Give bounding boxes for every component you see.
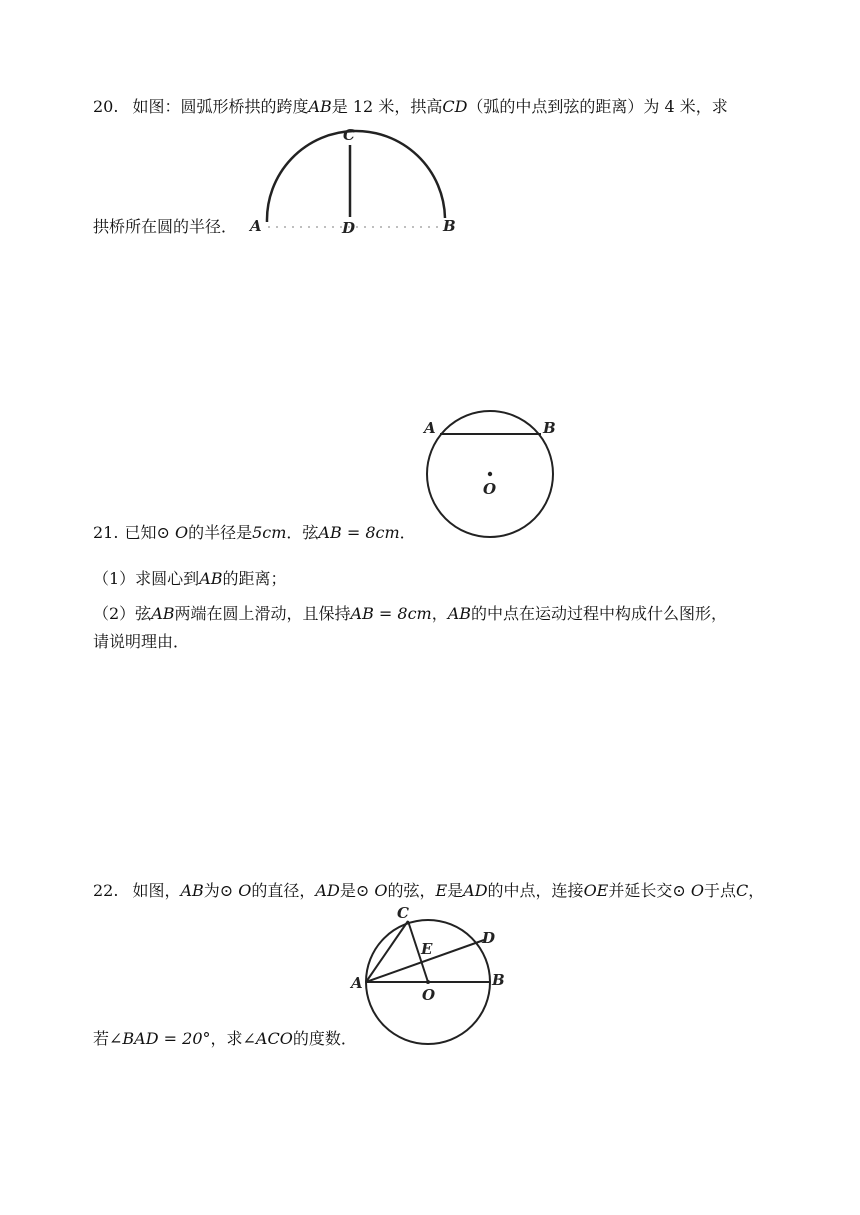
q22-text: 的直径，	[251, 881, 316, 900]
q22-number: 22.	[93, 881, 119, 900]
q22-text: 并延长交	[608, 881, 673, 900]
q20-arc	[267, 131, 445, 222]
q21-part2	[93, 603, 727, 625]
q22-math: ∠BAD = 20°	[109, 1029, 211, 1048]
q22-math: OE	[583, 881, 609, 900]
q22-math: ⊙ O	[355, 881, 388, 900]
q22-math: E	[435, 881, 448, 900]
q22-text: 的中点，连接	[487, 881, 584, 900]
q22-label-c: C	[397, 904, 409, 922]
q22-text: 若	[93, 1029, 110, 1048]
q21-part2-line2: 请说明理由．	[93, 632, 190, 651]
q21-text: ．弦	[286, 523, 319, 542]
q22-math: AD	[315, 881, 340, 900]
q22-text: 如图，	[132, 881, 181, 900]
q20-text: 是 12 米，拱高	[331, 97, 443, 116]
q22-text: 是	[447, 881, 464, 900]
q22-text: 为	[203, 881, 220, 900]
q21-label-b: B	[543, 419, 556, 437]
q20-label-c: C	[343, 126, 355, 144]
q20-arch-figure	[240, 125, 470, 240]
q21-part1	[93, 568, 287, 590]
q21-text: 已知	[124, 523, 157, 542]
q21-text: （2）弦	[93, 604, 152, 623]
q20-label-d: D	[342, 219, 356, 237]
q20-line1	[93, 96, 728, 118]
q20-math-cd: CD	[442, 97, 468, 116]
q22-line1	[93, 880, 764, 902]
q20-label-a: A	[250, 217, 262, 235]
q21-math: AB = 8cm	[318, 523, 400, 542]
q20-text: 如图：圆弧形桥拱的跨度	[132, 97, 309, 116]
q22-text: 于点	[703, 881, 736, 900]
q22-math: ∠ACO	[242, 1029, 293, 1048]
q20-number: 20.	[93, 97, 119, 116]
q21-center-point	[488, 472, 492, 476]
q22-text: 是	[339, 881, 356, 900]
q22-text: 的弦，	[387, 881, 436, 900]
q21-label-o: O	[483, 480, 497, 498]
q22-math: ⊙ O	[672, 881, 704, 900]
q21-math: 5cm	[252, 523, 287, 542]
q21-circle-figure	[420, 408, 565, 543]
q21-stem	[93, 522, 416, 544]
q22-center-point	[426, 980, 430, 984]
q22-math: AB	[180, 881, 204, 900]
q22-line2	[93, 1028, 357, 1050]
q21-math: AB = 8cm	[350, 604, 432, 623]
q21-text: 两端在圆上滑动，且保持	[174, 604, 351, 623]
q22-math: AD	[463, 881, 488, 900]
q20-label-b: B	[443, 217, 456, 235]
q22-math: ⊙ O	[219, 881, 252, 900]
q22-segment-ac	[366, 921, 408, 982]
q22-math: C	[736, 881, 749, 900]
q20-line2: 拱桥所在圆的半径．	[93, 217, 238, 236]
q21-text: 的半径是	[188, 523, 253, 542]
q22-label-d: D	[482, 929, 496, 947]
q22-text: ，	[748, 881, 765, 900]
q22-text: 的度数．	[292, 1029, 357, 1048]
q20-math-ab: AB	[308, 97, 332, 116]
q21-math: AB	[151, 604, 175, 623]
q21-label-a: A	[424, 419, 436, 437]
q21-number: 21.	[93, 523, 119, 542]
q21-text: ，	[431, 604, 448, 623]
q22-text: ，求	[210, 1029, 243, 1048]
q22-label-b: B	[492, 971, 505, 989]
q20-text: （弧的中点到弦的距离）为 4 米，求	[467, 97, 728, 116]
q22-label-e: E	[421, 940, 433, 958]
q21-math: ⊙ O	[156, 523, 189, 542]
q21-text: ．	[399, 523, 416, 542]
q22-label-o: O	[422, 986, 436, 1004]
q22-label-a: A	[351, 974, 363, 992]
q21-text: （1）求圆心到	[93, 569, 200, 588]
q22-circle-figure	[345, 900, 515, 1050]
q21-math: AB	[199, 569, 223, 588]
q21-math: AB	[447, 604, 472, 623]
q21-text: 的距离；	[222, 569, 287, 588]
q21-text: 的中点在运动过程中构成什么图形，	[471, 604, 728, 623]
